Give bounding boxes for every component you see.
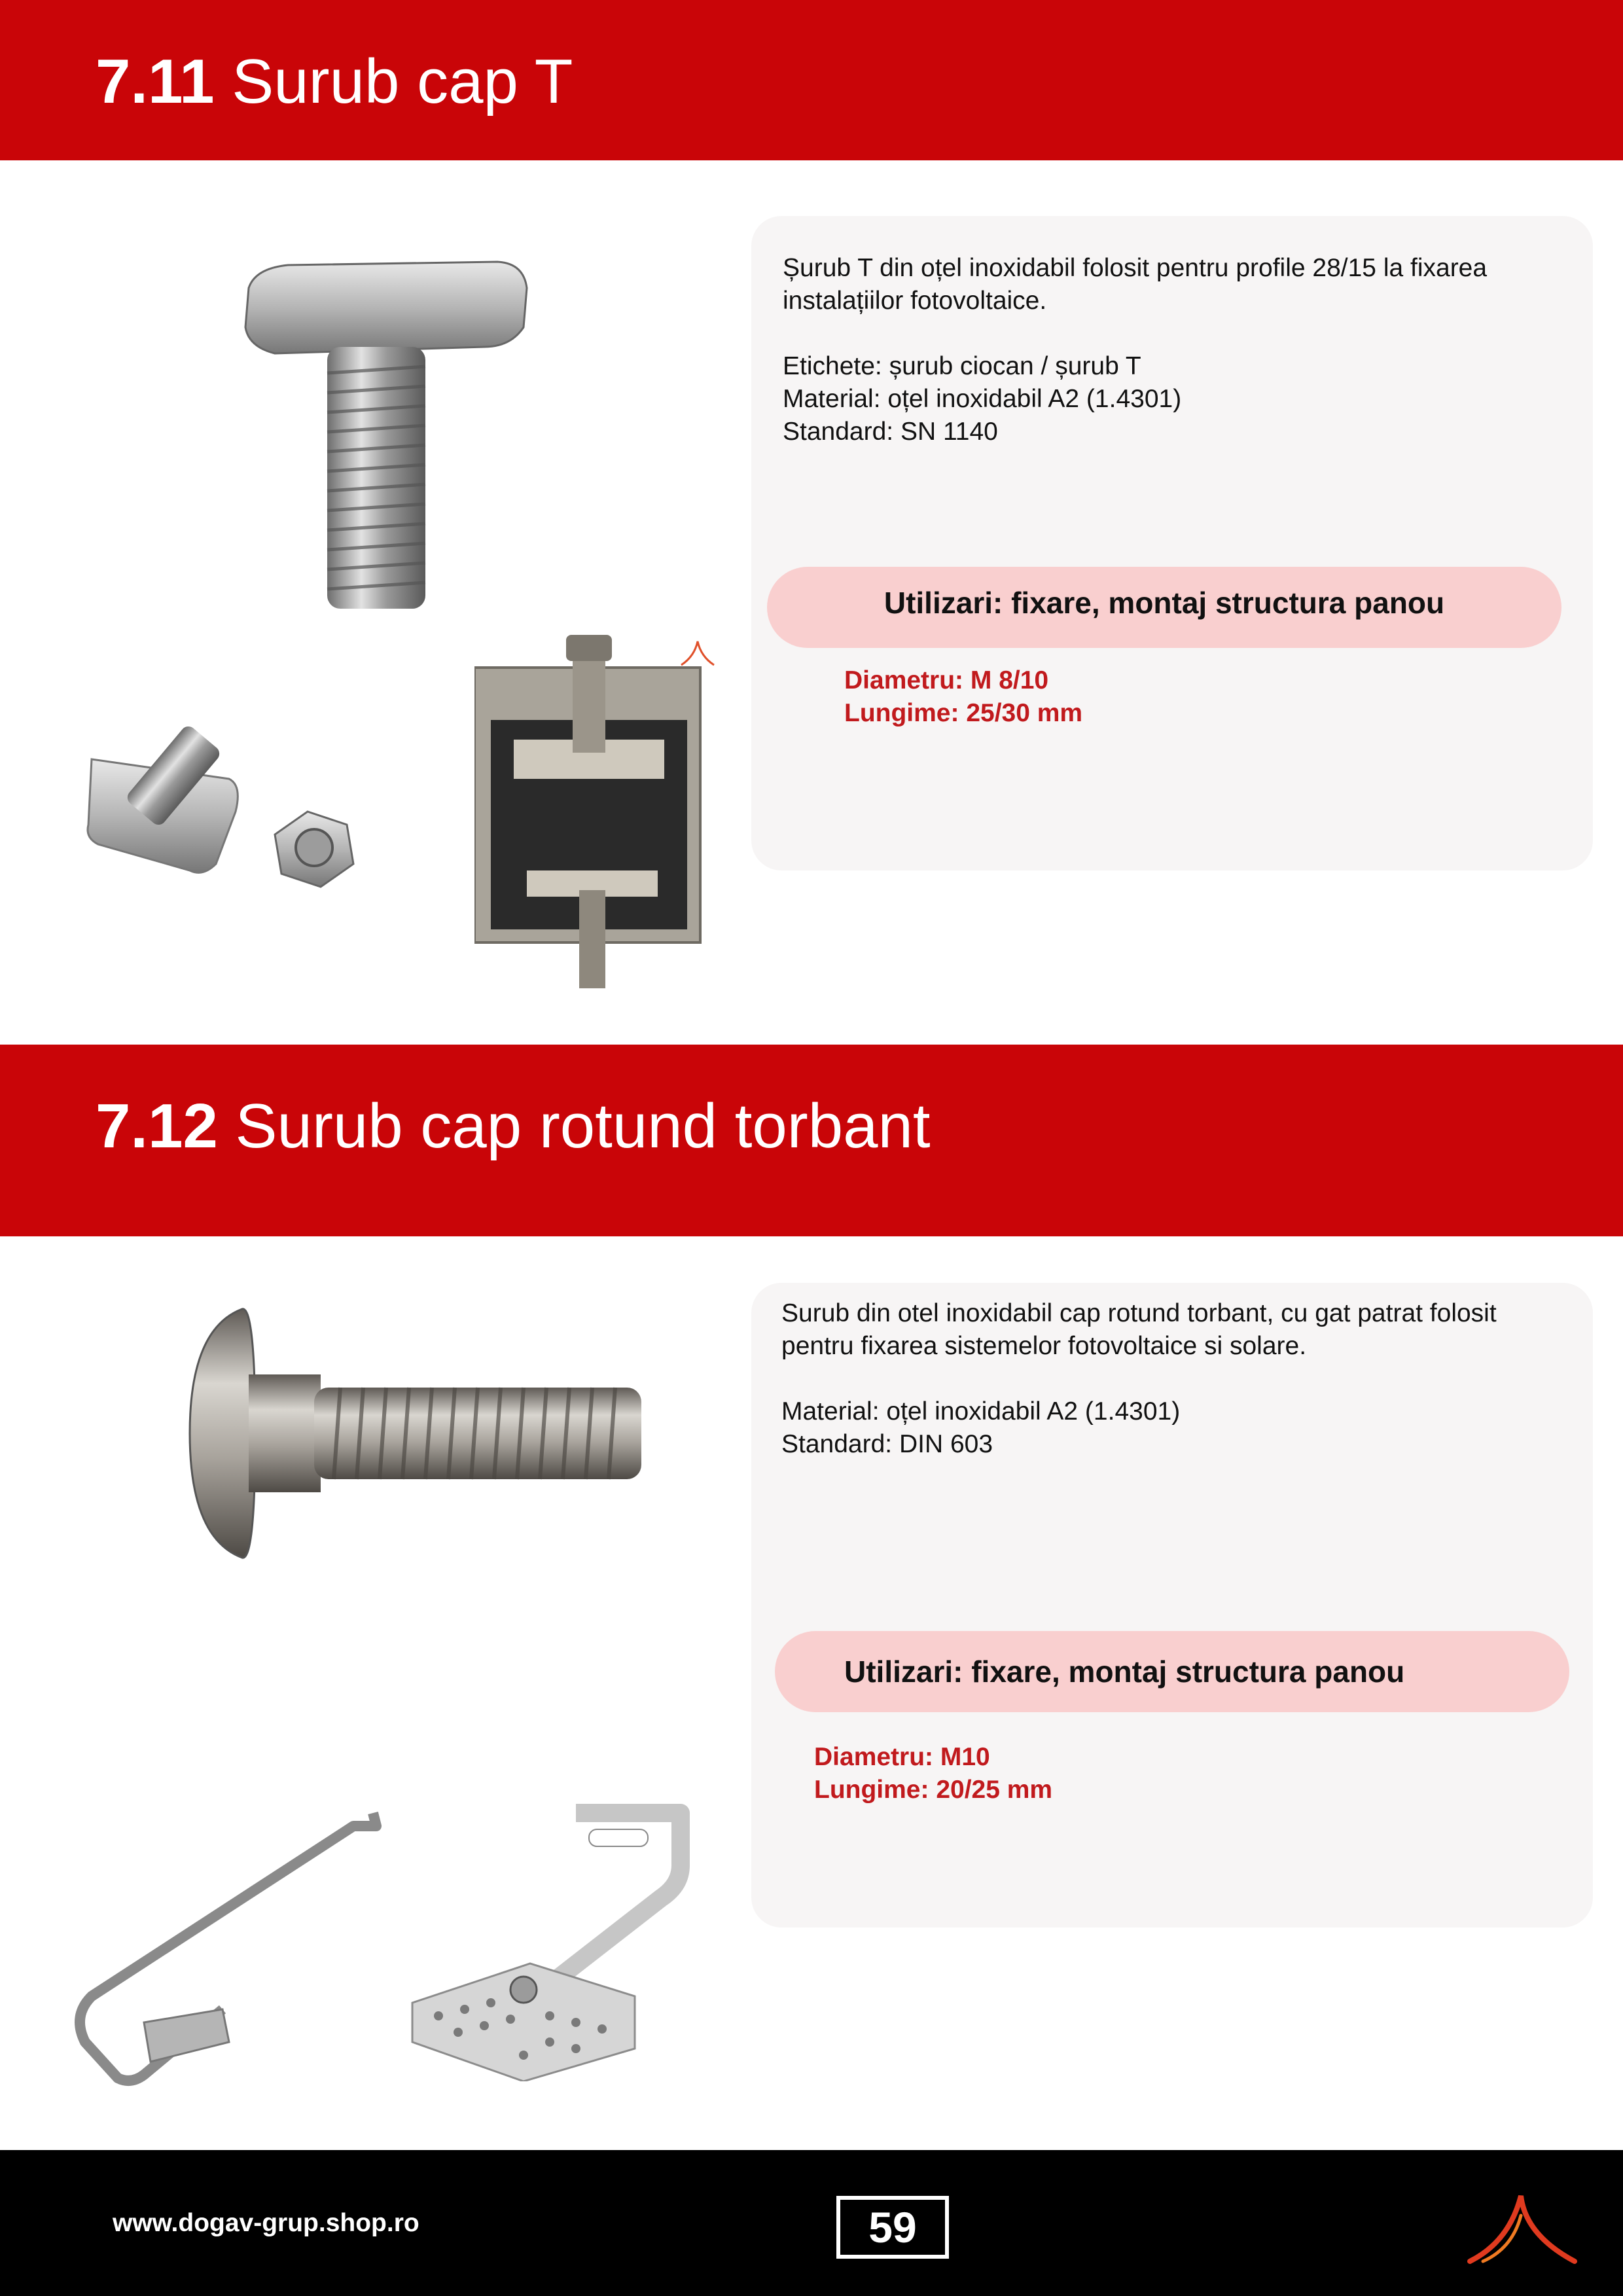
section-title xyxy=(96,46,573,118)
description-spacer xyxy=(783,317,1487,350)
website-link[interactable]: www.dogav-grup.shop.ro xyxy=(113,2209,419,2237)
description-line: Surub din otel inoxidabil cap rotund torbant, cu gat patrat folosit xyxy=(781,1299,1497,1327)
material-line: Material: oțel inoxidabil A2 (1.4301) xyxy=(781,1397,1181,1426)
logo-mark-icon xyxy=(678,640,717,666)
length-spec: Lungime: 25/30 mm xyxy=(844,699,1083,727)
material-line: Material: oțel inoxidabil A2 (1.4301) xyxy=(783,385,1182,413)
section-header-7-11 xyxy=(0,0,1623,160)
description-line: instalațiilor fotovoltaice. xyxy=(783,287,1047,315)
dogav-logo-icon xyxy=(1463,2189,1581,2268)
adjustable-roof-hook-photo xyxy=(399,1800,694,2081)
usage-badge: Utilizari: fixare, montaj structura panou xyxy=(775,1631,1569,1712)
spec-list xyxy=(844,664,1082,730)
length-spec: Lungime: 20/25 mm xyxy=(814,1776,1053,1804)
roof-hook-photo xyxy=(65,1806,386,2088)
section-title xyxy=(96,1090,931,1162)
section-header-7-12 xyxy=(0,1045,1623,1236)
standard-line: Standard: SN 1140 xyxy=(783,418,998,446)
description-line: pentru fixarea sistemelor fotovoltaice si solare. xyxy=(781,1332,1307,1360)
product-description xyxy=(781,1297,1497,1461)
section-name: Surub cap T xyxy=(232,46,573,117)
page-footer xyxy=(0,2150,1623,2296)
diameter-spec: Diametru: M10 xyxy=(814,1743,990,1771)
product-description xyxy=(783,252,1487,448)
standard-line: Standard: DIN 603 xyxy=(781,1430,993,1458)
t-bolt-photo xyxy=(236,249,537,628)
section-number: 7.11 xyxy=(96,46,215,117)
description-line: Șurub T din oțel inoxidabil folosit pentru profile 28/15 la fixarea xyxy=(783,254,1488,282)
tags-line: Etichete: șurub ciocan / șurub T xyxy=(783,352,1141,380)
section-name: Surub cap rotund torbant xyxy=(235,1091,931,1161)
section-number: 7.12 xyxy=(96,1091,218,1161)
t-bolt-in-profile-photo xyxy=(474,635,704,988)
diameter-spec: Diametru: M 8/10 xyxy=(844,666,1049,694)
usage-badge: Utilizari: fixare, montaj structura panou xyxy=(767,567,1561,648)
description-spacer xyxy=(781,1363,1497,1395)
carriage-bolt-photo xyxy=(183,1302,654,1564)
page-number: 59 xyxy=(836,2196,949,2259)
spec-list xyxy=(814,1741,1052,1806)
t-bolt-with-nut-photo xyxy=(79,713,380,910)
